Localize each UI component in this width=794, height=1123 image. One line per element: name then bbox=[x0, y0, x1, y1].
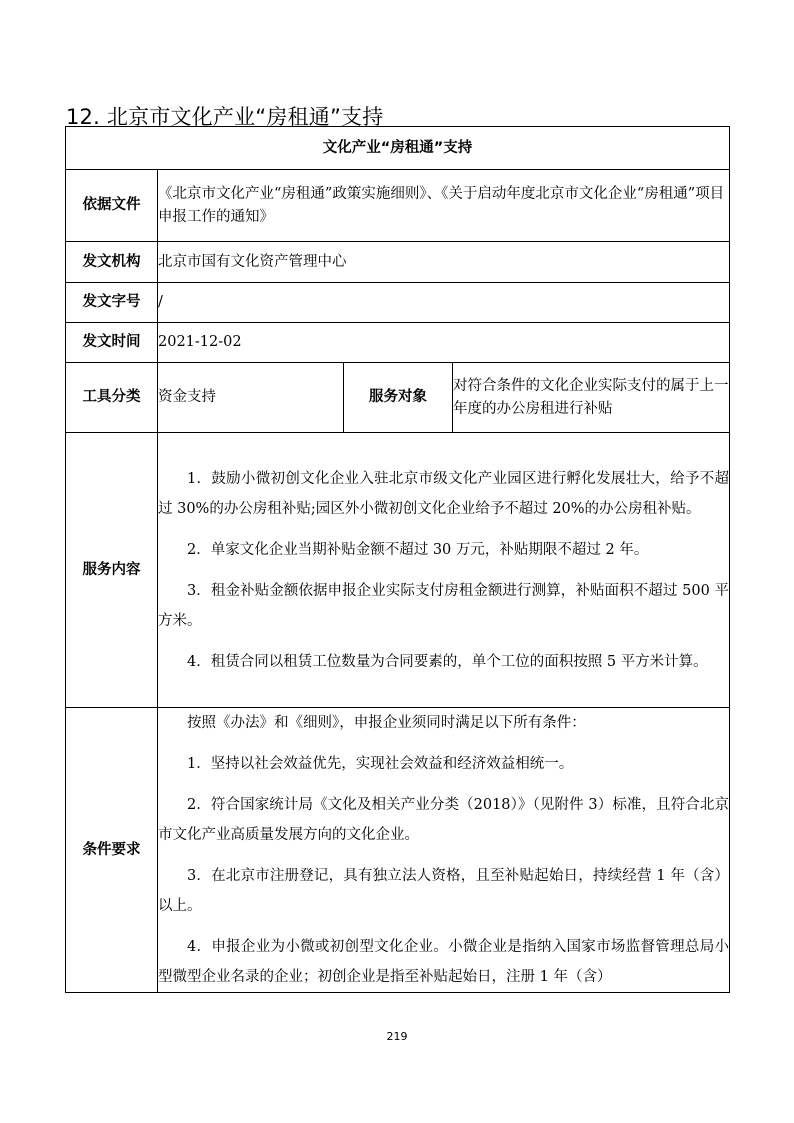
service-content bbox=[158, 433, 730, 708]
basis-row bbox=[66, 170, 730, 242]
condition-item: 2．符合国家统计局《文化及相关产业分类（2018）》（见附件 3）标准，且符合北京市文化产业高质量发展方向的文化企业。 bbox=[158, 797, 729, 843]
condition-label: 条件要求 bbox=[66, 708, 158, 993]
policy-table bbox=[65, 126, 730, 993]
service-item: 3．租金补贴金额依据申报企业实际支付房租金额进行测算，补贴面积不超过 500 平方米。 bbox=[158, 582, 729, 629]
title-row bbox=[66, 127, 730, 170]
condition-item: 4．申报企业为小微或初创型文化企业。小微企业是指纳入国家市场监督管理总局小型微型企业名录的企业；初创企业是指至补贴起始日，注册 1 年（含） bbox=[158, 939, 729, 985]
target-label: 服务对象 bbox=[344, 363, 453, 433]
condition-item: 3．在北京市注册登记，具有独立法人资格，且至补贴起始日，持续经营 1 年（含）以上。 bbox=[158, 868, 729, 914]
condition-content bbox=[158, 708, 730, 993]
tool-row bbox=[66, 363, 730, 433]
service-item: 1．鼓励小微初创文化企业入驻北京市级文化产业园区进行孵化发展壮大，给予不超过 30%的办公房租补贴;园区外小微初创文化企业给予不超过 20%的办公房租补贴。 bbox=[158, 470, 729, 517]
date-value: 2021-12-02 bbox=[158, 323, 730, 363]
basis-label: 依据文件 bbox=[66, 170, 158, 242]
tool-label: 工具分类 bbox=[66, 363, 158, 433]
service-item: 4．租赁合同以租赁工位数量为合同要素的，单个工位的面积按照 5 平方米计算。 bbox=[187, 653, 708, 670]
issuer-row bbox=[66, 242, 730, 283]
doc-no-value: / bbox=[158, 283, 730, 323]
section-heading: 12. 北京市文化产业“房租通”支持 bbox=[66, 105, 384, 129]
target-value: 对符合条件的文化企业实际支付的属于上一年度的办公房租进行补贴 bbox=[453, 363, 730, 433]
doc-no-row bbox=[66, 283, 730, 323]
service-label: 服务内容 bbox=[66, 433, 158, 708]
date-row bbox=[66, 323, 730, 363]
page-number: 219 bbox=[386, 1030, 408, 1043]
doc-no-label: 发文字号 bbox=[66, 283, 158, 323]
basis-value: 《北京市文化产业“房租通”政策实施细则》、《关于启动年度北京市文化企业“房租通”项目申报工作的通知》 bbox=[158, 170, 730, 242]
service-row bbox=[66, 433, 730, 708]
issuer-value: 北京市国有文化资产管理中心 bbox=[158, 242, 730, 283]
tool-value: 资金支持 bbox=[158, 363, 344, 433]
date-label: 发文时间 bbox=[66, 323, 158, 363]
condition-item: 按照《办法》和《细则》，申报企业须同时满足以下所有条件： bbox=[187, 715, 586, 731]
table-title: 文化产业“房租通”支持 bbox=[66, 127, 730, 170]
condition-item: 1．坚持以社会效益优先，实现社会效益和经济效益相统一。 bbox=[187, 756, 574, 772]
issuer-label: 发文机构 bbox=[66, 242, 158, 283]
condition-row bbox=[66, 708, 730, 993]
service-item: 2．单家文化企业当期补贴金额不超过 30 万元，补贴期限不超过 2 年。 bbox=[187, 541, 649, 558]
